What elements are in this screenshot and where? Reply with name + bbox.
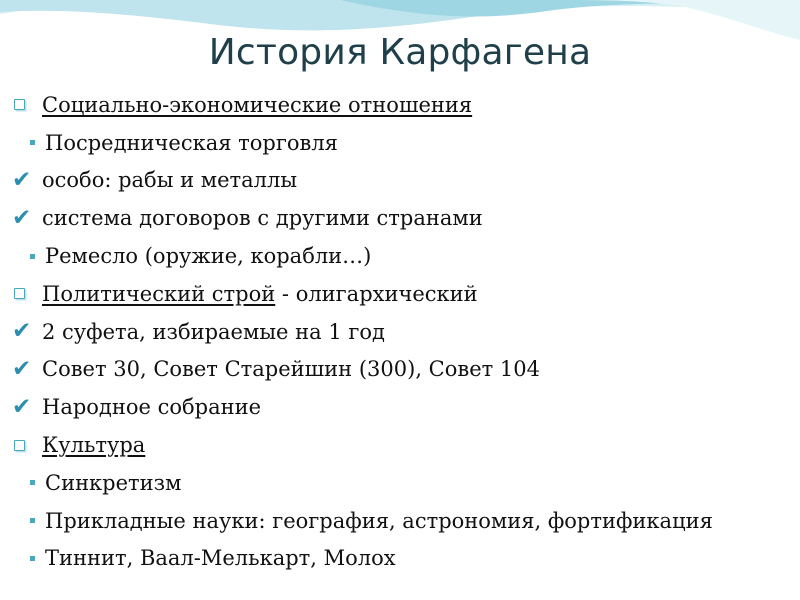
hollow-square-bullet-icon: [14, 440, 25, 451]
list-item-text: [42, 168, 297, 192]
checkmark-icon: ✔: [12, 318, 32, 345]
list-item-text: [45, 509, 713, 533]
item-text: система договоров с другими странами: [42, 206, 483, 231]
bullet-marker: [12, 99, 42, 110]
checkmark-icon: ✔: [12, 355, 32, 382]
list-item: [12, 388, 792, 426]
bullet-marker: [12, 320, 42, 343]
item-text: Посредническая торговля: [45, 130, 338, 155]
list-item-text: [42, 93, 472, 117]
square-bullet-icon: [30, 518, 35, 523]
bullet-marker: [12, 204, 42, 231]
bullet-marker: [12, 288, 42, 299]
bullet-list: [12, 86, 792, 577]
bullet-marker: [12, 556, 42, 561]
checkmark-icon: ✔: [12, 204, 32, 231]
item-text: Прикладные науки: география, астрономия, фортификация: [45, 508, 713, 533]
bullet-marker: [12, 480, 42, 485]
section-heading-suffix: - олигархический: [275, 281, 478, 306]
item-text: Совет 30, Совет Старейшин (300), Совет 104: [42, 357, 541, 382]
section-heading: Культура: [42, 433, 146, 458]
square-bullet-icon: [30, 556, 35, 561]
list-item: [12, 313, 792, 351]
hollow-square-bullet-icon: [14, 288, 25, 299]
list-item-text: [42, 357, 540, 381]
list-item: [12, 540, 792, 578]
item-text: Тиннит, Ваал-Мелькарт, Молох: [45, 546, 396, 571]
item-text: Ремесло (оружие, корабли…): [45, 244, 372, 269]
list-item-text: [42, 320, 385, 344]
slide-title: История Карфагена: [208, 32, 592, 73]
list-item-text: [45, 244, 371, 268]
list-item: [12, 502, 792, 540]
list-item: [12, 124, 792, 162]
list-item: [12, 199, 792, 237]
item-text: 2 суфета, избираемые на 1 год: [42, 319, 385, 344]
list-item-text: [42, 206, 483, 230]
bullet-marker: [12, 254, 42, 259]
list-item: [12, 237, 792, 275]
item-text: Народное собрание: [42, 395, 262, 420]
section-heading: Политический строй: [42, 281, 276, 306]
checkmark-icon: ✔: [12, 166, 32, 193]
item-text: особо: рабы и металлы: [42, 168, 298, 193]
bullet-marker: [12, 140, 42, 145]
item-text: Синкретизм: [45, 470, 182, 495]
bullet-marker: [12, 518, 42, 523]
checkmark-icon: ✔: [12, 393, 32, 420]
list-item: [12, 86, 792, 124]
list-item: [12, 426, 792, 464]
square-bullet-icon: [30, 254, 35, 259]
list-item-text: [42, 395, 261, 419]
bullet-marker: [12, 355, 42, 382]
list-item: [12, 464, 792, 502]
bullet-marker: [12, 166, 42, 193]
list-item: [12, 162, 792, 200]
list-item-text: [45, 546, 396, 570]
list-item-text: [45, 131, 338, 155]
list-item-text: [42, 282, 478, 306]
square-bullet-icon: [30, 480, 35, 485]
section-heading: Социально-экономические отношения: [42, 92, 473, 117]
square-bullet-icon: [30, 140, 35, 145]
list-item: [12, 351, 792, 389]
list-item-text: [45, 471, 181, 495]
list-item: [12, 275, 792, 313]
bullet-marker: [12, 393, 42, 420]
bullet-marker: [12, 440, 42, 451]
list-item-text: [42, 433, 145, 457]
hollow-square-bullet-icon: [14, 99, 25, 110]
